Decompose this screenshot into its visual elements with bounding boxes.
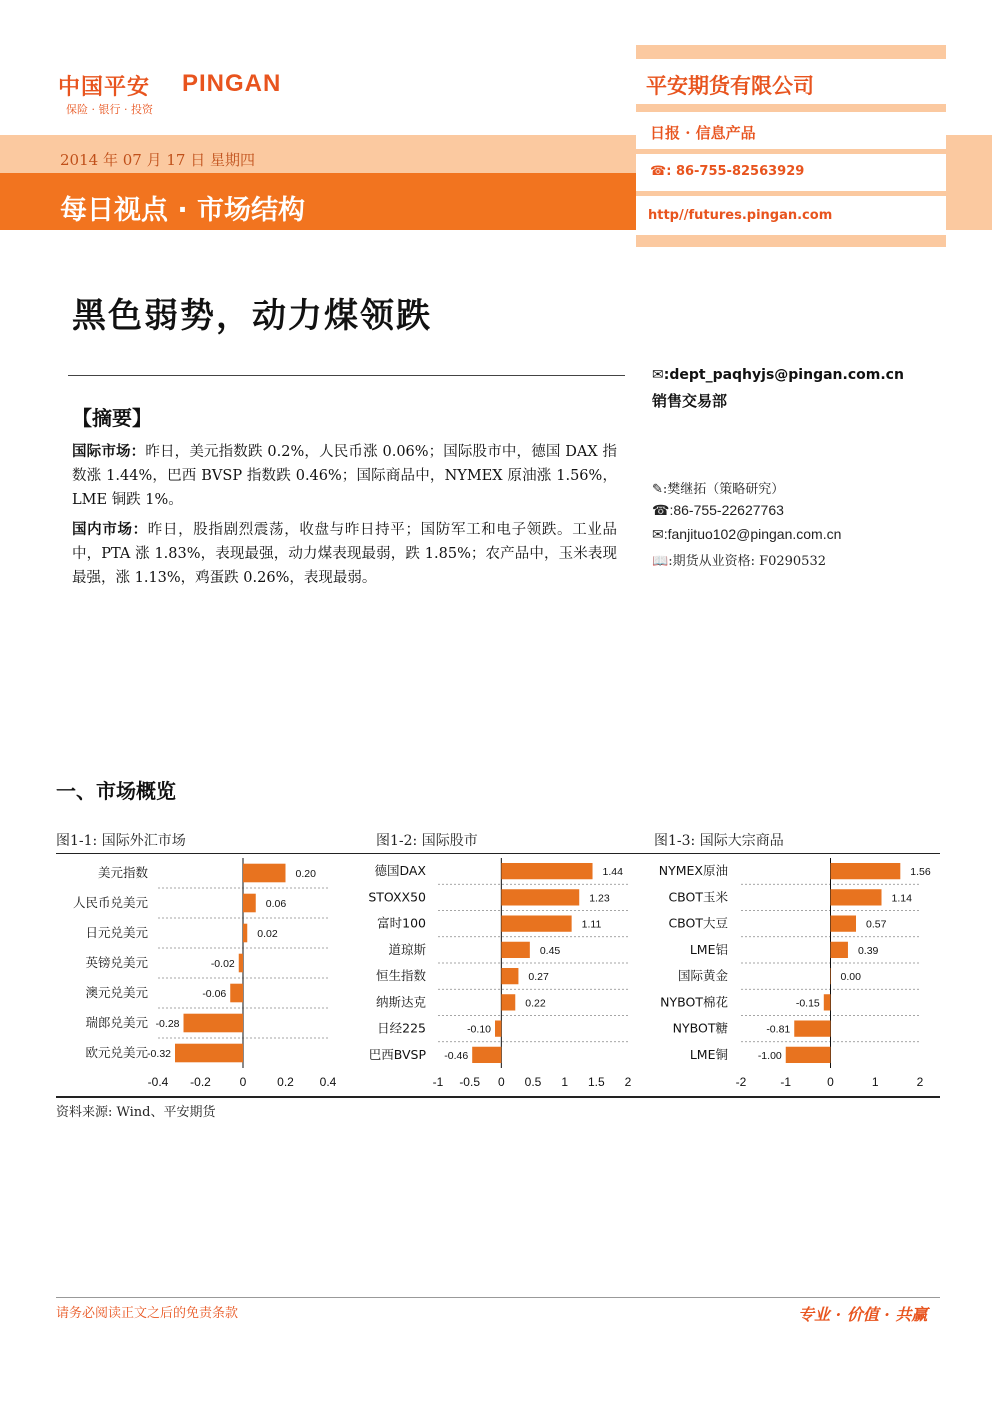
bar <box>184 1014 244 1033</box>
bar <box>175 1044 243 1063</box>
bar <box>824 994 831 1010</box>
header-band-right <box>946 135 992 230</box>
logo-cn: 中国平安 <box>58 75 151 100</box>
value-label: 0.27 <box>528 971 549 984</box>
bar <box>501 942 530 958</box>
logo-en: PINGAN <box>182 70 282 97</box>
disclaimer-link[interactable]: 请务必阅读正文之后的免责条款 <box>56 1306 239 1321</box>
pen-icon: ✎ <box>652 482 663 497</box>
chart-title: 图1-1: 国际外汇市场 <box>56 833 186 849</box>
category-label: 富时100 <box>377 915 426 931</box>
tick-label: -2 <box>735 1075 747 1089</box>
tick-label: 0.4 <box>319 1075 337 1089</box>
value-label: 1.56 <box>910 866 931 879</box>
value-label: 0.57 <box>866 918 887 931</box>
category-label: 日经225 <box>377 1020 426 1036</box>
tick-label: -0.4 <box>147 1075 169 1089</box>
category-label: LME铝 <box>689 941 728 957</box>
bar <box>243 864 286 883</box>
value-label: 0.39 <box>857 944 879 957</box>
tick-label: 0 <box>239 1075 247 1089</box>
value-label: 1.14 <box>891 892 912 905</box>
category-label: LME铜 <box>689 1046 728 1062</box>
company-url[interactable]: http//futures.pingan.com <box>648 208 833 223</box>
bar <box>239 954 243 973</box>
tick-label: -1 <box>432 1075 444 1089</box>
logo-tagline: 保险 · 银行 · 投资 <box>66 103 153 116</box>
author-phone <box>652 502 784 519</box>
intl-label: 国际市场： <box>72 444 146 460</box>
bar <box>243 894 256 913</box>
commodity-chart <box>646 856 940 1092</box>
value-label: -0.02 <box>210 958 235 970</box>
mail-icon: ✉ <box>652 367 664 383</box>
tick-label: 1 <box>871 1075 879 1089</box>
category-label: NYBOT棉花 <box>660 994 728 1010</box>
value-label: -0.10 <box>467 1023 491 1036</box>
book-icon: 📖 <box>652 554 669 569</box>
right-panel-divider <box>636 191 946 196</box>
report-type: 日报 · 信息产品 <box>650 124 756 142</box>
category-label: 国际黄金 <box>677 968 728 984</box>
figure-rule-bottom <box>56 1096 940 1098</box>
author-email[interactable] <box>652 526 841 543</box>
bar <box>831 889 882 905</box>
value-label: 0.45 <box>539 944 561 957</box>
bar <box>501 863 592 879</box>
tick-label: 1 <box>561 1075 569 1089</box>
section-heading: 一、市场概览 <box>56 779 176 803</box>
tick-label: 2 <box>624 1075 632 1089</box>
bar <box>831 863 901 879</box>
bar <box>501 915 571 931</box>
category-label: STOXX50 <box>368 889 426 905</box>
bar <box>501 968 518 984</box>
category-label: CBOT大豆 <box>668 915 728 931</box>
tick-label: 0 <box>827 1075 834 1089</box>
value-label: -0.15 <box>795 997 820 1010</box>
author <box>652 478 784 497</box>
right-panel-divider <box>636 149 946 154</box>
author-name: :樊继拓（策略研究） <box>662 482 785 497</box>
domestic-text: 昨日，股指剧烈震荡，收盘与昨日持平；国防军工和电子领跌。工业品中，PTA 涨 1.83%，表现最强，动力煤表现最弱，跌 1.85%；农产品中，玉米表现最强，涨 1.13%，鸡蛋跌 0.26%，表现最弱。 <box>72 522 618 586</box>
mail-icon: ✉ <box>652 526 664 542</box>
figure-rule-top <box>56 853 940 854</box>
abstract-title: 【摘要】 <box>72 406 152 430</box>
bar <box>501 994 515 1010</box>
bar <box>786 1047 831 1063</box>
tick-label: 0.5 <box>524 1075 542 1089</box>
value-label: 0.20 <box>295 868 316 880</box>
value-label: 1.44 <box>602 866 623 879</box>
value-label: -0.46 <box>444 1049 469 1062</box>
category-label: 英镑兑美元 <box>85 955 148 970</box>
phone-icon: ☎: <box>650 164 672 179</box>
category-label: CBOT玉米 <box>668 889 728 905</box>
category-label: 纳斯达克 <box>375 994 426 1010</box>
bar <box>794 1020 830 1036</box>
company-phone <box>650 164 804 179</box>
domestic-label: 国内市场： <box>72 522 148 538</box>
tick-label: -1 <box>780 1075 792 1089</box>
value-label: -0.06 <box>202 988 227 1000</box>
company-name: 平安期货有限公司 <box>646 73 814 98</box>
value-label: 1.23 <box>589 892 610 905</box>
author-phone-number: :86-755-22627763 <box>669 502 784 518</box>
right-panel-strip <box>636 45 946 59</box>
category-label: 欧元兑美元 <box>85 1045 148 1060</box>
author-email-text: :fanjituo102@pingan.com.cn <box>663 526 842 542</box>
bar <box>501 889 579 905</box>
value-label: 0.06 <box>265 898 287 910</box>
value-label: -0.28 <box>155 1018 180 1030</box>
tick-label: 0.2 <box>277 1075 294 1089</box>
tick-label: -0.5 <box>459 1075 481 1089</box>
footer-slogan: 专业 · 价值 · 共赢 <box>798 1305 928 1324</box>
category-label: 巴西BVSP <box>368 1046 426 1062</box>
tick-label: -0.2 <box>190 1075 211 1089</box>
category-label: NYMEX原油 <box>658 863 728 879</box>
company-phone-number: 86-755-82563929 <box>675 164 805 179</box>
category-label: 美元指数 <box>97 865 148 880</box>
stock-chart <box>356 856 646 1092</box>
bar <box>230 984 243 1003</box>
report-date: 2014 年 07 月 17 日 星期四 <box>60 151 255 169</box>
dept-email-text: :dept_paqhyjs@pingan.com.cn <box>663 367 904 383</box>
bar <box>495 1020 501 1036</box>
category-label: NYBOT糖 <box>672 1020 728 1036</box>
section-title: 每日视点 · 市场结构 <box>60 195 306 226</box>
author-license-text: :期货从业资格: F0290532 <box>668 554 826 569</box>
tick-label: 2 <box>916 1075 924 1089</box>
right-panel-strip <box>636 235 946 247</box>
value-label: -1.00 <box>757 1049 782 1062</box>
right-panel-divider <box>636 104 946 112</box>
category-label: 德国DAX <box>374 863 426 879</box>
bar <box>831 915 857 931</box>
category-label: 瑞郎兑美元 <box>85 1015 148 1030</box>
value-label: 0.02 <box>257 928 278 940</box>
category-label: 澳元兑美元 <box>85 985 148 1000</box>
abstract-intl <box>72 440 617 512</box>
category-label: 恒生指数 <box>375 968 426 984</box>
divider <box>68 375 625 376</box>
value-label: 0.22 <box>525 997 546 1010</box>
value-label: -0.32 <box>147 1048 171 1060</box>
dept-name: 销售交易部 <box>652 392 728 410</box>
value-label: 0.00 <box>840 971 861 984</box>
data-source: 资料来源: Wind、平安期货 <box>56 1105 216 1120</box>
category-label: 人民币兑美元 <box>72 895 148 910</box>
tick-label: 1.5 <box>587 1075 605 1089</box>
bar <box>472 1047 501 1063</box>
bar <box>831 942 848 958</box>
value-label: -0.81 <box>766 1023 791 1036</box>
headline: 黑色弱势，动力煤领跌 <box>72 296 432 336</box>
dept-email[interactable] <box>652 367 904 383</box>
category-label: 日元兑美元 <box>85 925 148 940</box>
footer-rule <box>56 1297 940 1298</box>
tick-label: 0 <box>497 1075 505 1089</box>
intl-text: 昨日，美元指数跌 0.2%，人民币涨 0.06%；国际股市中，德国 DAX 指数涨 1.44%，巴西 BVSP 指数跌 0.46%；国际商品中，NYMEX 原油涨 1.56%，LME 铜跌 1%。 <box>72 444 617 508</box>
value-label: 1.11 <box>581 918 602 931</box>
chart-title: 图1-3: 国际大宗商品 <box>654 833 784 849</box>
chart-title: 图1-2: 国际股市 <box>376 833 478 849</box>
category-label: 道琼斯 <box>388 941 426 957</box>
phone-icon: ☎ <box>652 502 670 518</box>
abstract-domestic <box>72 518 617 590</box>
fx-chart <box>56 856 356 1092</box>
bar <box>831 968 832 984</box>
author-license <box>652 550 826 569</box>
bar <box>243 924 247 943</box>
